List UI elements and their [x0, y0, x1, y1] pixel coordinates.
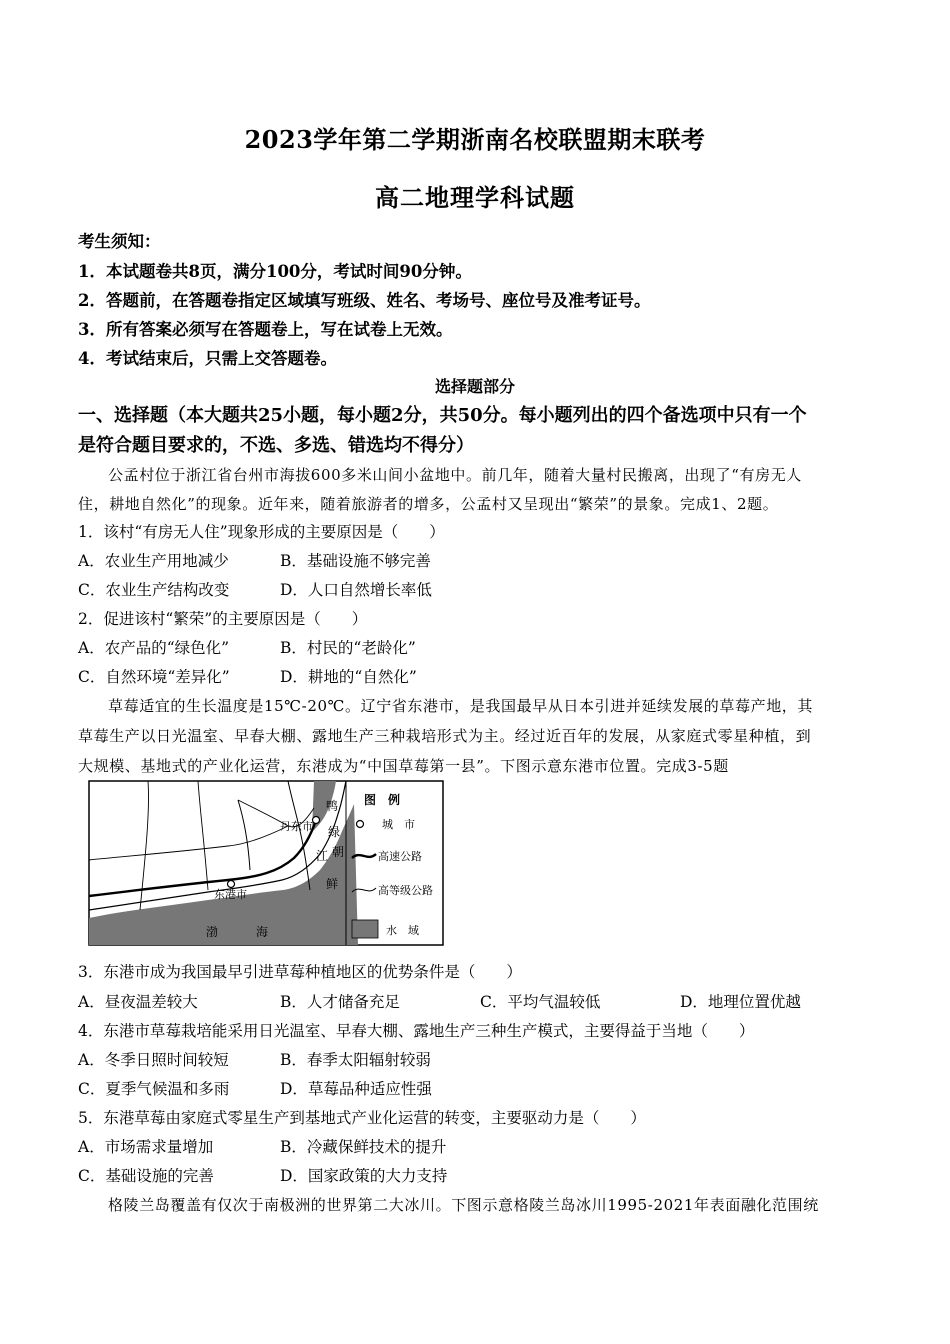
q2-stem: 2．促进该村“繁荣”的主要原因是（ ）	[78, 610, 368, 628]
label-donggang: 东港市	[214, 888, 247, 901]
q1-option-a: A．农业生产用地减少	[78, 552, 229, 570]
q5-option-b: B．冷藏保鲜技术的提升	[280, 1138, 447, 1156]
label-bohai-1: 渤	[206, 925, 219, 939]
q1-stem: 1．该村“有房无人住”现象形成的主要原因是（ ）	[78, 523, 445, 541]
legend-title: 图 例	[364, 793, 401, 807]
passage1-line1: 公孟村位于浙江省台州市海拔600多米山间小盆地中。前几年，随着大量村民搬离，出现了“有房无人	[108, 466, 802, 484]
q3-option-c: C．平均气温较低	[480, 993, 601, 1011]
legend-highway-label: 高速公路	[378, 850, 422, 863]
legend-city-icon	[357, 821, 364, 828]
q3-option-b: B．人才储备充足	[280, 993, 400, 1011]
q3-stem: 3．东港市成为我国最早引进草莓种植地区的优势条件是（ ）	[78, 963, 522, 981]
notice-item-4: 4．考试结束后，只需上交答题卷。	[78, 349, 337, 368]
q5-option-c: C．基础设施的完善	[78, 1167, 214, 1185]
donggang-location-map	[88, 780, 444, 946]
legend-water-label: 水 域	[386, 924, 419, 937]
q5-option-d: D．国家政策的大力支持	[280, 1167, 448, 1185]
label-bohai-2: 海	[256, 925, 269, 939]
label-korea-2: 鲜	[326, 877, 339, 891]
q5-stem: 5．东港草莓由家庭式零星生产到基地式产业化运营的转变，主要驱动力是（ ）	[78, 1109, 646, 1127]
label-yalu-2: 绿	[328, 825, 341, 839]
city-dandong-marker	[313, 817, 320, 824]
passage2-line2: 草莓生产以日光温室、早春大棚、露地生产三种栽培形式为主。经过近百年的发展，从家庭式零星种植，到	[78, 727, 812, 745]
q4-option-d: D．草莓品种适应性强	[280, 1080, 432, 1098]
section-title: 选择题部分	[434, 377, 515, 396]
label-yalu-1: 鸭	[326, 799, 339, 813]
section-instruction-2: 是符合题目要求的，不选、多选、错选均不得分）	[78, 435, 474, 456]
label-korea-1: 朝	[332, 845, 345, 859]
legend-road-label: 高等级公路	[378, 884, 433, 897]
notice-item-3: 3．所有答案必须写在答题卷上，写在试卷上无效。	[78, 320, 453, 339]
exam-subtitle: 高二地理学科试题	[375, 183, 575, 212]
notice-heading: 考生须知：	[78, 232, 161, 251]
q3-option-a: A．昼夜温差较大	[78, 993, 198, 1011]
section-instruction-1: 一、选择题（本大题共25小题，每小题2分，共50分。每小题列出的四个备选项中只有一个	[78, 405, 807, 426]
legend-city-label: 城 市	[382, 818, 415, 831]
label-dandong: 丹东市	[280, 820, 313, 833]
q1-option-c: C．农业生产结构改变	[78, 581, 230, 599]
label-yalu-3: 江	[316, 849, 329, 863]
q3-option-d: D．地理位置优越	[680, 993, 801, 1011]
passage2-line1: 草莓适宜的生长温度是15℃-20℃。辽宁省东港市，是我国最早从日本引进并延续发展的草莓产地，其	[108, 697, 814, 715]
q2-option-d: D．耕地的“自然化”	[280, 668, 417, 686]
q4-option-b: B．春季太阳辐射较弱	[280, 1051, 431, 1069]
q2-option-c: C．自然环境“差异化”	[78, 668, 230, 686]
q5-option-a: A．市场需求量增加	[78, 1138, 214, 1156]
passage3-line1: 格陵兰岛覆盖有仅次于南极洲的世界第二大冰川。下图示意格陵兰岛冰川1995-2021年表面融化范围统	[108, 1196, 819, 1214]
q4-option-a: A．冬季日照时间较短	[78, 1051, 229, 1069]
q1-option-d: D．人口自然增长率低	[280, 581, 432, 599]
q2-option-b: B．村民的“老龄化”	[280, 639, 416, 657]
q1-option-b: B．基础设施不够完善	[280, 552, 431, 570]
passage1-line2: 住，耕地自然化”的现象。近年来，随着旅游者的增多，公孟村又呈现出“繁荣”的景象。完成1、2题。	[78, 495, 779, 513]
legend-water-icon	[352, 920, 378, 938]
q4-option-c: C．夏季气候温和多雨	[78, 1080, 230, 1098]
notice-item-1: 1．本试题卷共8页，满分100分，考试时间90分钟。	[78, 262, 472, 281]
q4-stem: 4．东港市草莓栽培能采用日光温室、早春大棚、露地生产三种生产模式，主要得益于当地（ ）	[78, 1022, 755, 1040]
exam-title: 2023学年第二学期浙南名校联盟期末联考	[244, 125, 706, 154]
notice-item-2: 2．答题前，在答题卷指定区域填写班级、姓名、考场号、座位号及准考证号。	[78, 291, 651, 310]
city-donggang-marker	[228, 881, 235, 888]
passage2-line3: 大规模、基地式的产业化运营，东港成为“中国草莓第一县”。下图示意东港市位置。完成3-5题	[78, 757, 729, 775]
q2-option-a: A．农产品的“绿色化”	[78, 639, 230, 657]
